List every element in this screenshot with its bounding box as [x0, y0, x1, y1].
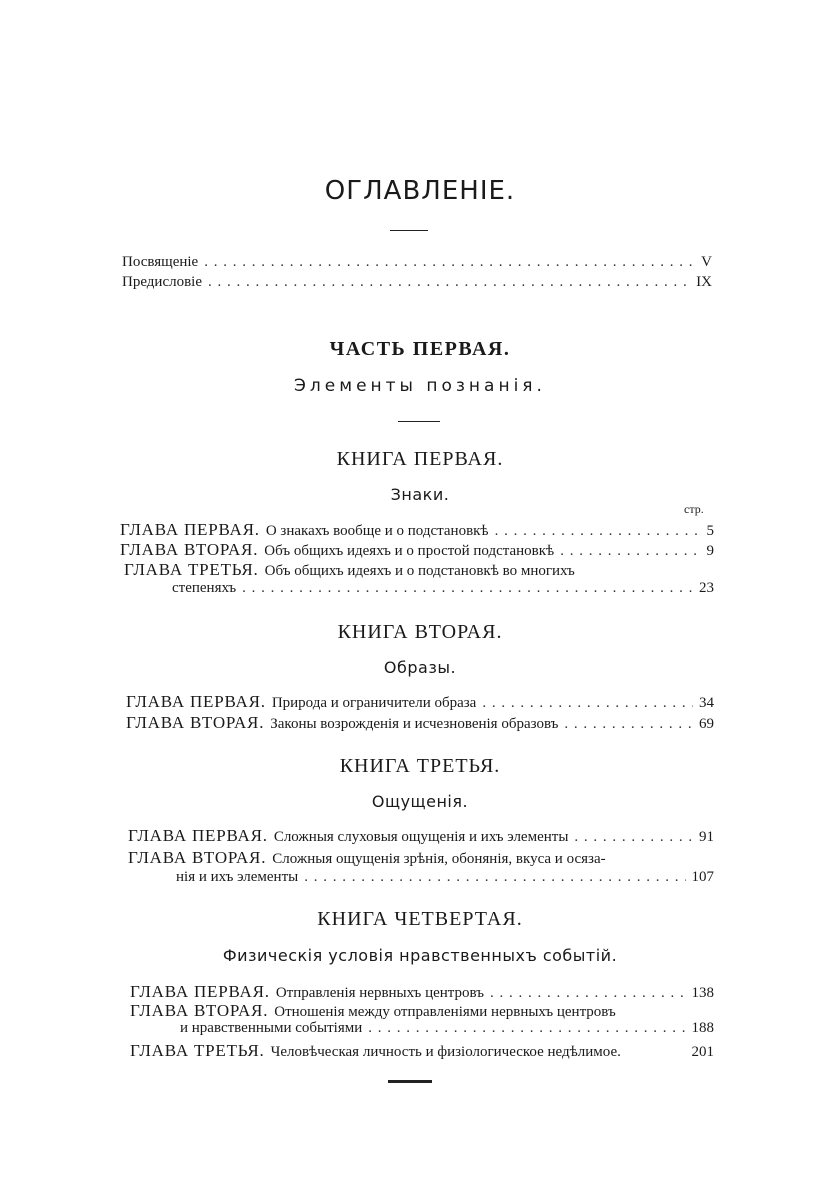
book-section: Ощущенія. [371, 792, 469, 811]
chapter-title: Законы возрожденія и исчезновенія образовъ [270, 716, 559, 732]
toc-entry [124, 560, 575, 580]
toc-entry-page: V [701, 254, 712, 270]
toc-entry-label: Посвященіе [122, 254, 199, 270]
chapter-number: ГЛАВА ПЕРВАЯ. [128, 826, 268, 845]
toc-entry [126, 692, 714, 712]
page-column-header: стр. [684, 502, 704, 516]
chapter-title-cont: и нравственными событіями [180, 1020, 363, 1036]
toc-entry-continuation [172, 580, 714, 597]
chapter-title-cont: степеняхъ [172, 580, 237, 596]
toc-entry-page: 9 [706, 543, 714, 559]
chapter-number: ГЛАВА ВТОРАЯ. [128, 848, 267, 867]
toc-entry [126, 713, 714, 733]
toc-entry-page: IX [696, 274, 712, 290]
leader-dots [495, 523, 701, 540]
part-rule [398, 421, 440, 422]
chapter-title: Природа и ограничители образа [271, 695, 477, 711]
chapter-number: ГЛАВА ПЕРВАЯ. [126, 692, 266, 711]
leader-dots [560, 543, 700, 560]
book-section: Образы. [383, 658, 457, 677]
chapter-title: Отношенія между отправленіями нервныхъ центровъ [274, 1004, 616, 1020]
part-title: ЧАСТЬ ПЕРВАЯ. [329, 338, 511, 360]
leader-dots [208, 274, 690, 291]
chapter-title: Сложныя слуховыя ощущенія и ихъ элементы [273, 829, 569, 845]
contents-title: ОГЛАВЛЕНІЕ. [324, 176, 516, 206]
toc-entry-preface [122, 274, 712, 291]
leader-dots [368, 1020, 685, 1037]
toc-entry-label: Предисловіе [122, 274, 203, 290]
toc-entry [130, 1001, 616, 1021]
chapter-title: Отправленія нервныхъ центровъ [275, 985, 484, 1001]
leader-dots [304, 869, 685, 886]
leader-dots [490, 985, 686, 1002]
chapter-number: ГЛАВА ТРЕТЬЯ. [124, 560, 259, 579]
chapter-title: Объ общихъ идеяхъ и о простой подстановкѣ [264, 543, 555, 559]
chapter-number: ГЛАВА ПЕРВАЯ. [120, 520, 260, 539]
chapter-title: Объ общихъ идеяхъ и о подстановкѣ во многихъ [264, 563, 575, 579]
title-rule [390, 230, 428, 231]
leader-dots [242, 580, 693, 597]
chapter-number: ГЛАВА ВТОРАЯ. [126, 713, 265, 732]
book-section: Физическія условія нравственныхъ событій. [222, 946, 618, 965]
toc-entry-continuation [176, 869, 714, 886]
toc-entry-page: 5 [706, 523, 714, 539]
toc-entry-continuation [180, 1020, 714, 1037]
toc-entry-page: 188 [691, 1020, 714, 1036]
leader-dots [204, 254, 695, 271]
toc-entry-page: 23 [699, 580, 714, 596]
toc-entry [128, 826, 714, 846]
chapter-number: ГЛАВА ТРЕТЬЯ. [130, 1041, 265, 1060]
leader-dots [564, 716, 693, 733]
leader-dots [482, 695, 693, 712]
book-section: Знаки. [390, 485, 450, 504]
toc-entry [120, 520, 714, 540]
closing-rule [388, 1080, 432, 1083]
chapter-title: Сложныя ощущенія зрѣнія, обонянія, вкуса и осяза- [272, 851, 606, 867]
chapter-title: О знакахъ вообще и о подстановкѣ [265, 523, 489, 539]
book-title: КНИГА ЧЕТВЕРТАЯ. [317, 908, 523, 930]
chapter-number: ГЛАВА ВТОРАЯ. [120, 540, 259, 559]
book-title: КНИГА ПЕРВАЯ. [336, 448, 504, 470]
toc-entry-page: 138 [691, 985, 714, 1001]
book-title: КНИГА ВТОРАЯ. [337, 621, 503, 643]
chapter-number: ГЛАВА ПЕРВАЯ. [130, 982, 270, 1001]
toc-entry-dedication [122, 254, 712, 271]
toc-entry [120, 540, 714, 560]
leader-dots [574, 829, 693, 846]
toc-entry-page: 69 [699, 716, 714, 732]
toc-entry-page: 91 [699, 829, 714, 845]
book-title: КНИГА ТРЕТЬЯ. [339, 755, 501, 777]
toc-entry-page: 201 [691, 1044, 714, 1060]
toc-entry [130, 1041, 714, 1061]
chapter-title-cont: нія и ихъ элементы [176, 869, 299, 885]
toc-entry-page: 107 [691, 869, 714, 885]
part-subtitle: Элементы познанія. [294, 376, 546, 396]
toc-entry [128, 848, 606, 868]
toc-entry-page: 34 [699, 695, 714, 711]
chapter-number: ГЛАВА ВТОРАЯ. [130, 1001, 269, 1020]
toc-entry [130, 982, 714, 1002]
chapter-title: Человѣческая личность и физіологическое недѣлимое. [270, 1044, 621, 1060]
